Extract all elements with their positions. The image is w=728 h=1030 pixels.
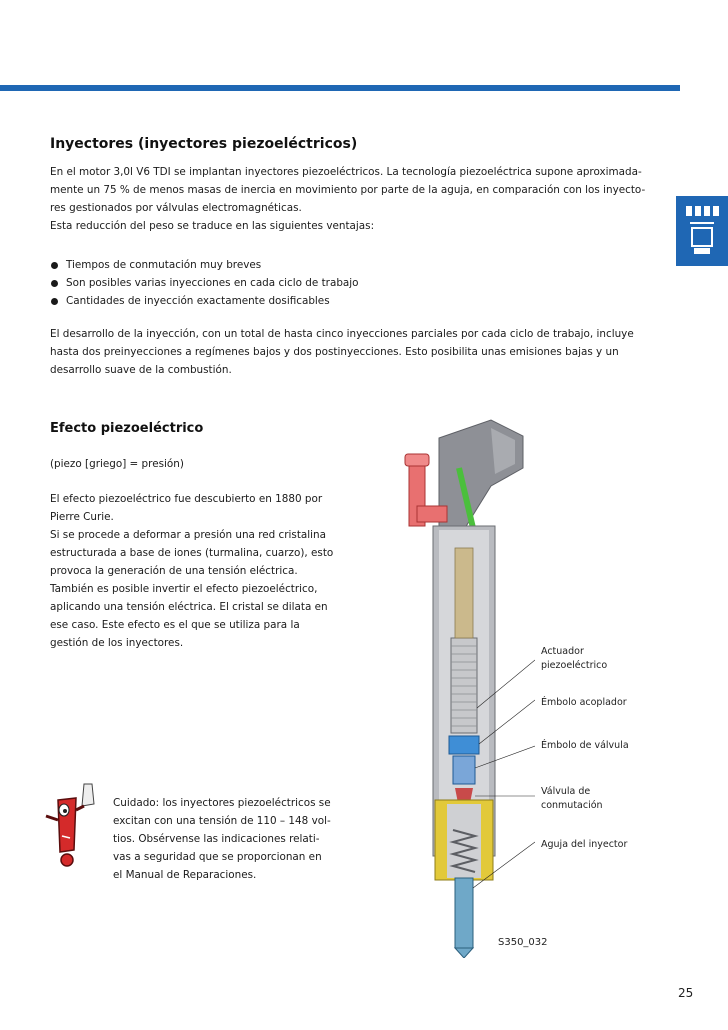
figure-id: S350_032 xyxy=(498,937,548,948)
section-title-piezo: Efecto piezoeléctrico xyxy=(50,421,204,436)
intro-paragraph: En el motor 3,0l V6 TDI se implantan inyectores piezoeléctricos. La tecnología piezoeléctrica supone aproximada- mente un 75 % de menos masas de inercia en movimiento por parte de la aguja, en comparación con los inyecto- res gestionados por válvulas electromagnéticas. Esta reducción del peso se traduce en las siguientes ventajas: xyxy=(50,166,646,232)
chapter-tab xyxy=(676,196,728,266)
injection-paragraph: El desarrollo de la inyección, con un total de hasta cinco inyecciones parciales por cada ciclo de trabajo, incluye hasta dos preinyecciones a regímenes bajos y dos postinyecciones. Esto posibilita unas emisiones bajas y un desarrollo suave de la combustión. xyxy=(50,328,634,376)
engine-component-icon xyxy=(684,204,720,258)
injector-cutaway-diagram xyxy=(395,418,535,958)
header-rule xyxy=(0,85,680,91)
page-number: 25 xyxy=(678,986,694,1000)
list-item: Cantidades de inyección exactamente dosificables xyxy=(50,292,359,310)
label-coupler-piston: Émbolo acoplador xyxy=(541,697,627,708)
list-item: Tiempos de conmutación muy breves xyxy=(50,256,359,274)
label-piezo-actuator: Actuador piezoeléctrico xyxy=(541,646,608,671)
label-valve-piston: Émbolo de válvula xyxy=(541,740,629,751)
label-injector-needle: Aguja del inyector xyxy=(541,839,628,850)
section-title-injectors: Inyectores (inyectores piezoeléctricos) xyxy=(50,136,358,152)
warning-text: Cuidado: los inyectores piezoeléctricos se excitan con una tensión de 110 – 148 vol- tios. Obsérvense las indicaciones relati- vas a seguridad que se proporcionan en el Manual de Reparaciones. xyxy=(113,797,331,881)
advantages-list xyxy=(50,256,359,310)
piezo-definition: (piezo [griego] = presión) xyxy=(50,458,184,470)
label-switching-valve: Válvula de conmutación xyxy=(541,786,603,811)
piezo-paragraph: El efecto piezoeléctrico fue descubierto en 1880 por Pierre Curie. Si se procede a deformar a presión una red cristalina estructurada a base de iones (turmalina, cuarzo), esto provoca la generación de una tensión eléctrica. También es posible invertir el efecto piezoeléctrico, aplicando una tensión eléctrica. El cristal se dilata en ese caso. Este efecto es el que se utiliza para la gestión de los inyectores. xyxy=(50,493,334,649)
list-item: Son posibles varias inyecciones en cada ciclo de trabajo xyxy=(50,274,359,292)
warning-figure-icon xyxy=(40,780,100,870)
